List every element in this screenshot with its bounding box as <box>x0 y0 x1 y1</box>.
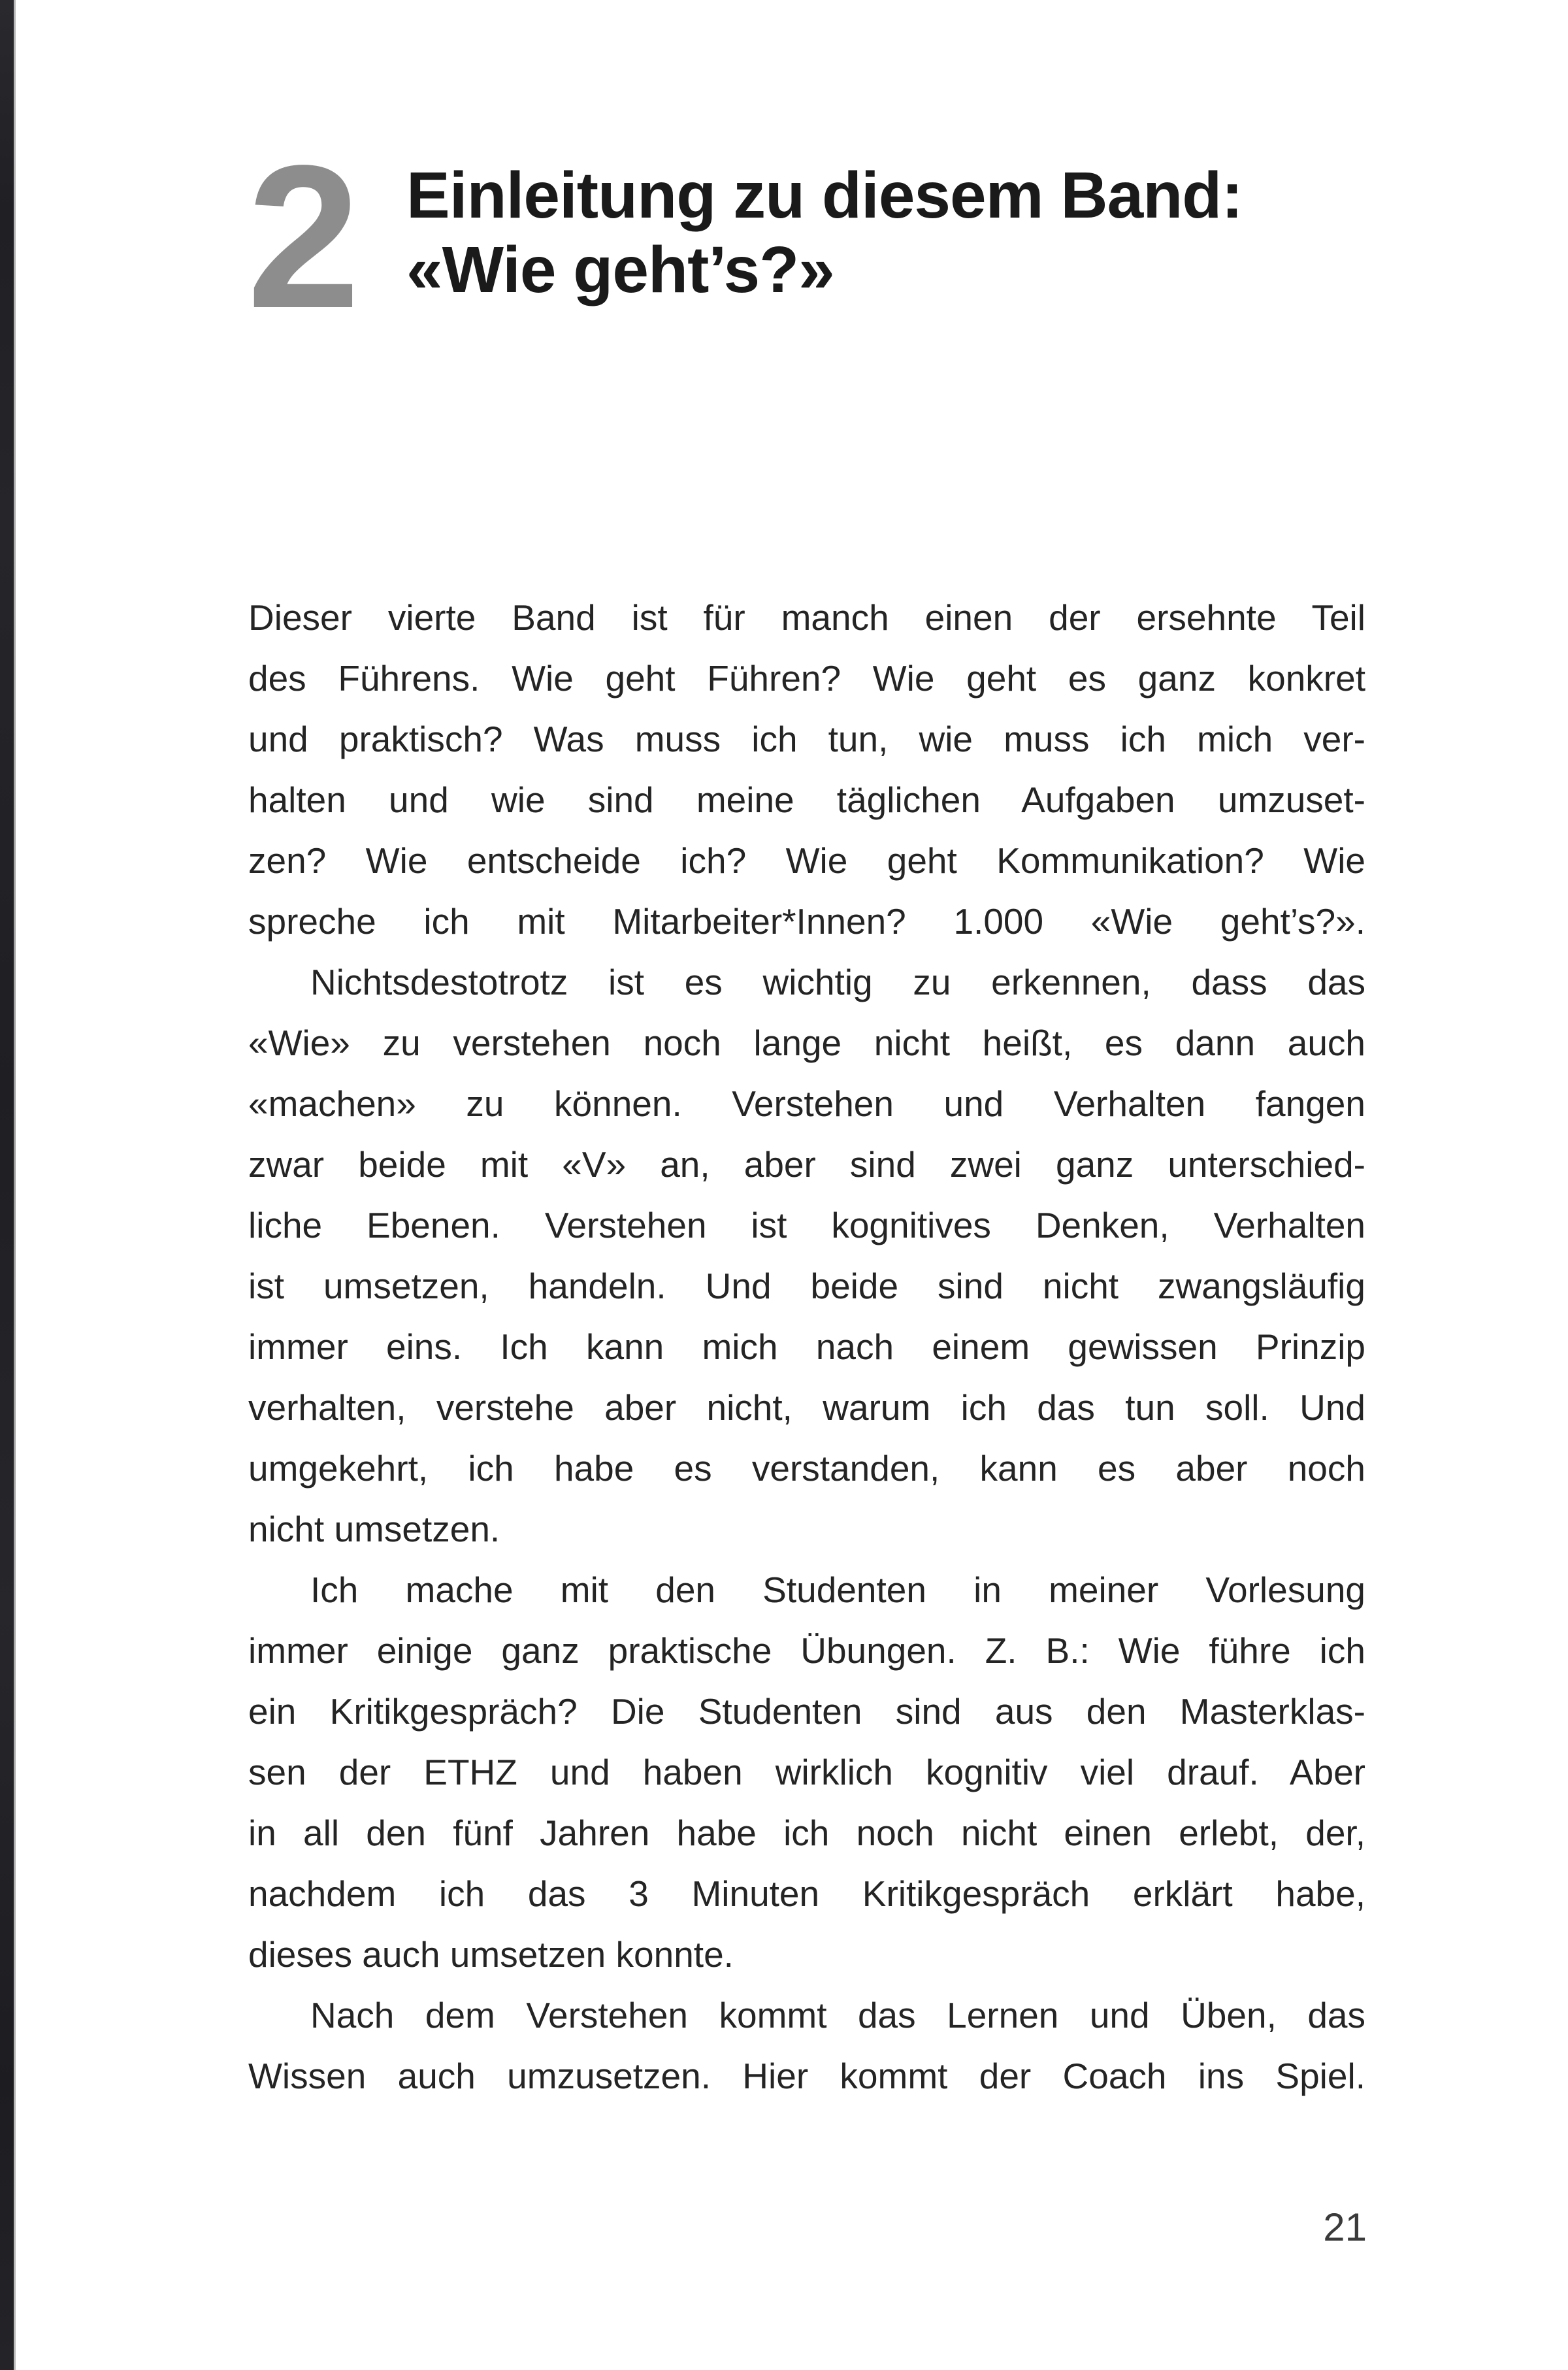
chapter-heading-line1: Einleitung zu diesem Band: <box>406 159 1243 232</box>
paragraph <box>248 1985 1365 2107</box>
body-line: dieses auch umsetzen konnte. <box>248 1934 734 1975</box>
body-line: Ich mache mit den Studenten in meiner Vorlesung <box>310 1570 1365 1610</box>
chapter-heading <box>406 158 1243 307</box>
body-line: und praktisch? Was muss ich tun, wie muss ich mich ver- <box>248 719 1365 759</box>
chapter-number: 2 <box>247 123 358 351</box>
scan-spine-bar <box>0 0 14 2370</box>
page-number: 21 <box>1323 2205 1367 2249</box>
body-line: immer einige ganz praktische Übungen. Z. B.: Wie führe ich <box>248 1630 1365 1671</box>
body-line: zwar beide mit «V» an, aber sind zwei ganz unterschied- <box>248 1144 1365 1185</box>
scan-spine-edge <box>14 0 16 2370</box>
body-line: spreche ich mit Mitarbeiter*Innen? 1.000 «Wie geht’s?». <box>248 901 1365 942</box>
body-line: Nichtsdestotrotz ist es wichtig zu erkennen, dass das <box>310 962 1365 1002</box>
chapter-heading-line2: «Wie geht’s?» <box>406 233 834 306</box>
body-line: in all den fünf Jahren habe ich noch nicht einen erlebt, der, <box>248 1813 1365 1853</box>
body-line: nicht umsetzen. <box>248 1509 500 1549</box>
body-line: verhalten, verstehe aber nicht, warum ich das tun soll. Und <box>248 1387 1365 1428</box>
body-line: «Wie» zu verstehen noch lange nicht heißt, es dann auch <box>248 1023 1365 1063</box>
body-line: des Führens. Wie geht Führen? Wie geht es ganz konkret <box>248 658 1365 699</box>
body-line: ist umsetzen, handeln. Und beide sind nicht zwangsläufig <box>248 1266 1365 1306</box>
body-line: umgekehrt, ich habe es verstanden, kann es aber noch <box>248 1448 1365 1489</box>
body-line: halten und wie sind meine täglichen Aufgaben umzuset- <box>248 780 1365 820</box>
body-line: Nach dem Verstehen kommt das Lernen und Üben, das <box>310 1995 1365 2035</box>
body-line: immer eins. Ich kann mich nach einem gewissen Prinzip <box>248 1326 1365 1367</box>
body-text <box>248 587 1365 2107</box>
body-line: sen der ETHZ und haben wirklich kognitiv viel drauf. Aber <box>248 1752 1365 1792</box>
body-line: Wissen auch umzusetzen. Hier kommt der Coach ins Spiel. <box>248 2056 1365 2096</box>
body-line: «machen» zu können. Verstehen und Verhalten fangen <box>248 1083 1365 1124</box>
body-line: liche Ebenen. Verstehen ist kognitives Denken, Verhalten <box>248 1205 1365 1245</box>
body-line: zen? Wie entscheide ich? Wie geht Kommunikation? Wie <box>248 840 1365 881</box>
body-line: nachdem ich das 3 Minuten Kritikgespräch erklärt habe, <box>248 1873 1365 1914</box>
paragraph <box>248 587 1365 952</box>
paragraph <box>248 1560 1365 1985</box>
body-line: ein Kritikgespräch? Die Studenten sind aus den Masterklas- <box>248 1691 1365 1732</box>
body-line: Dieser vierte Band ist für manch einen der ersehnte Teil <box>248 597 1365 638</box>
paragraph <box>248 952 1365 1560</box>
